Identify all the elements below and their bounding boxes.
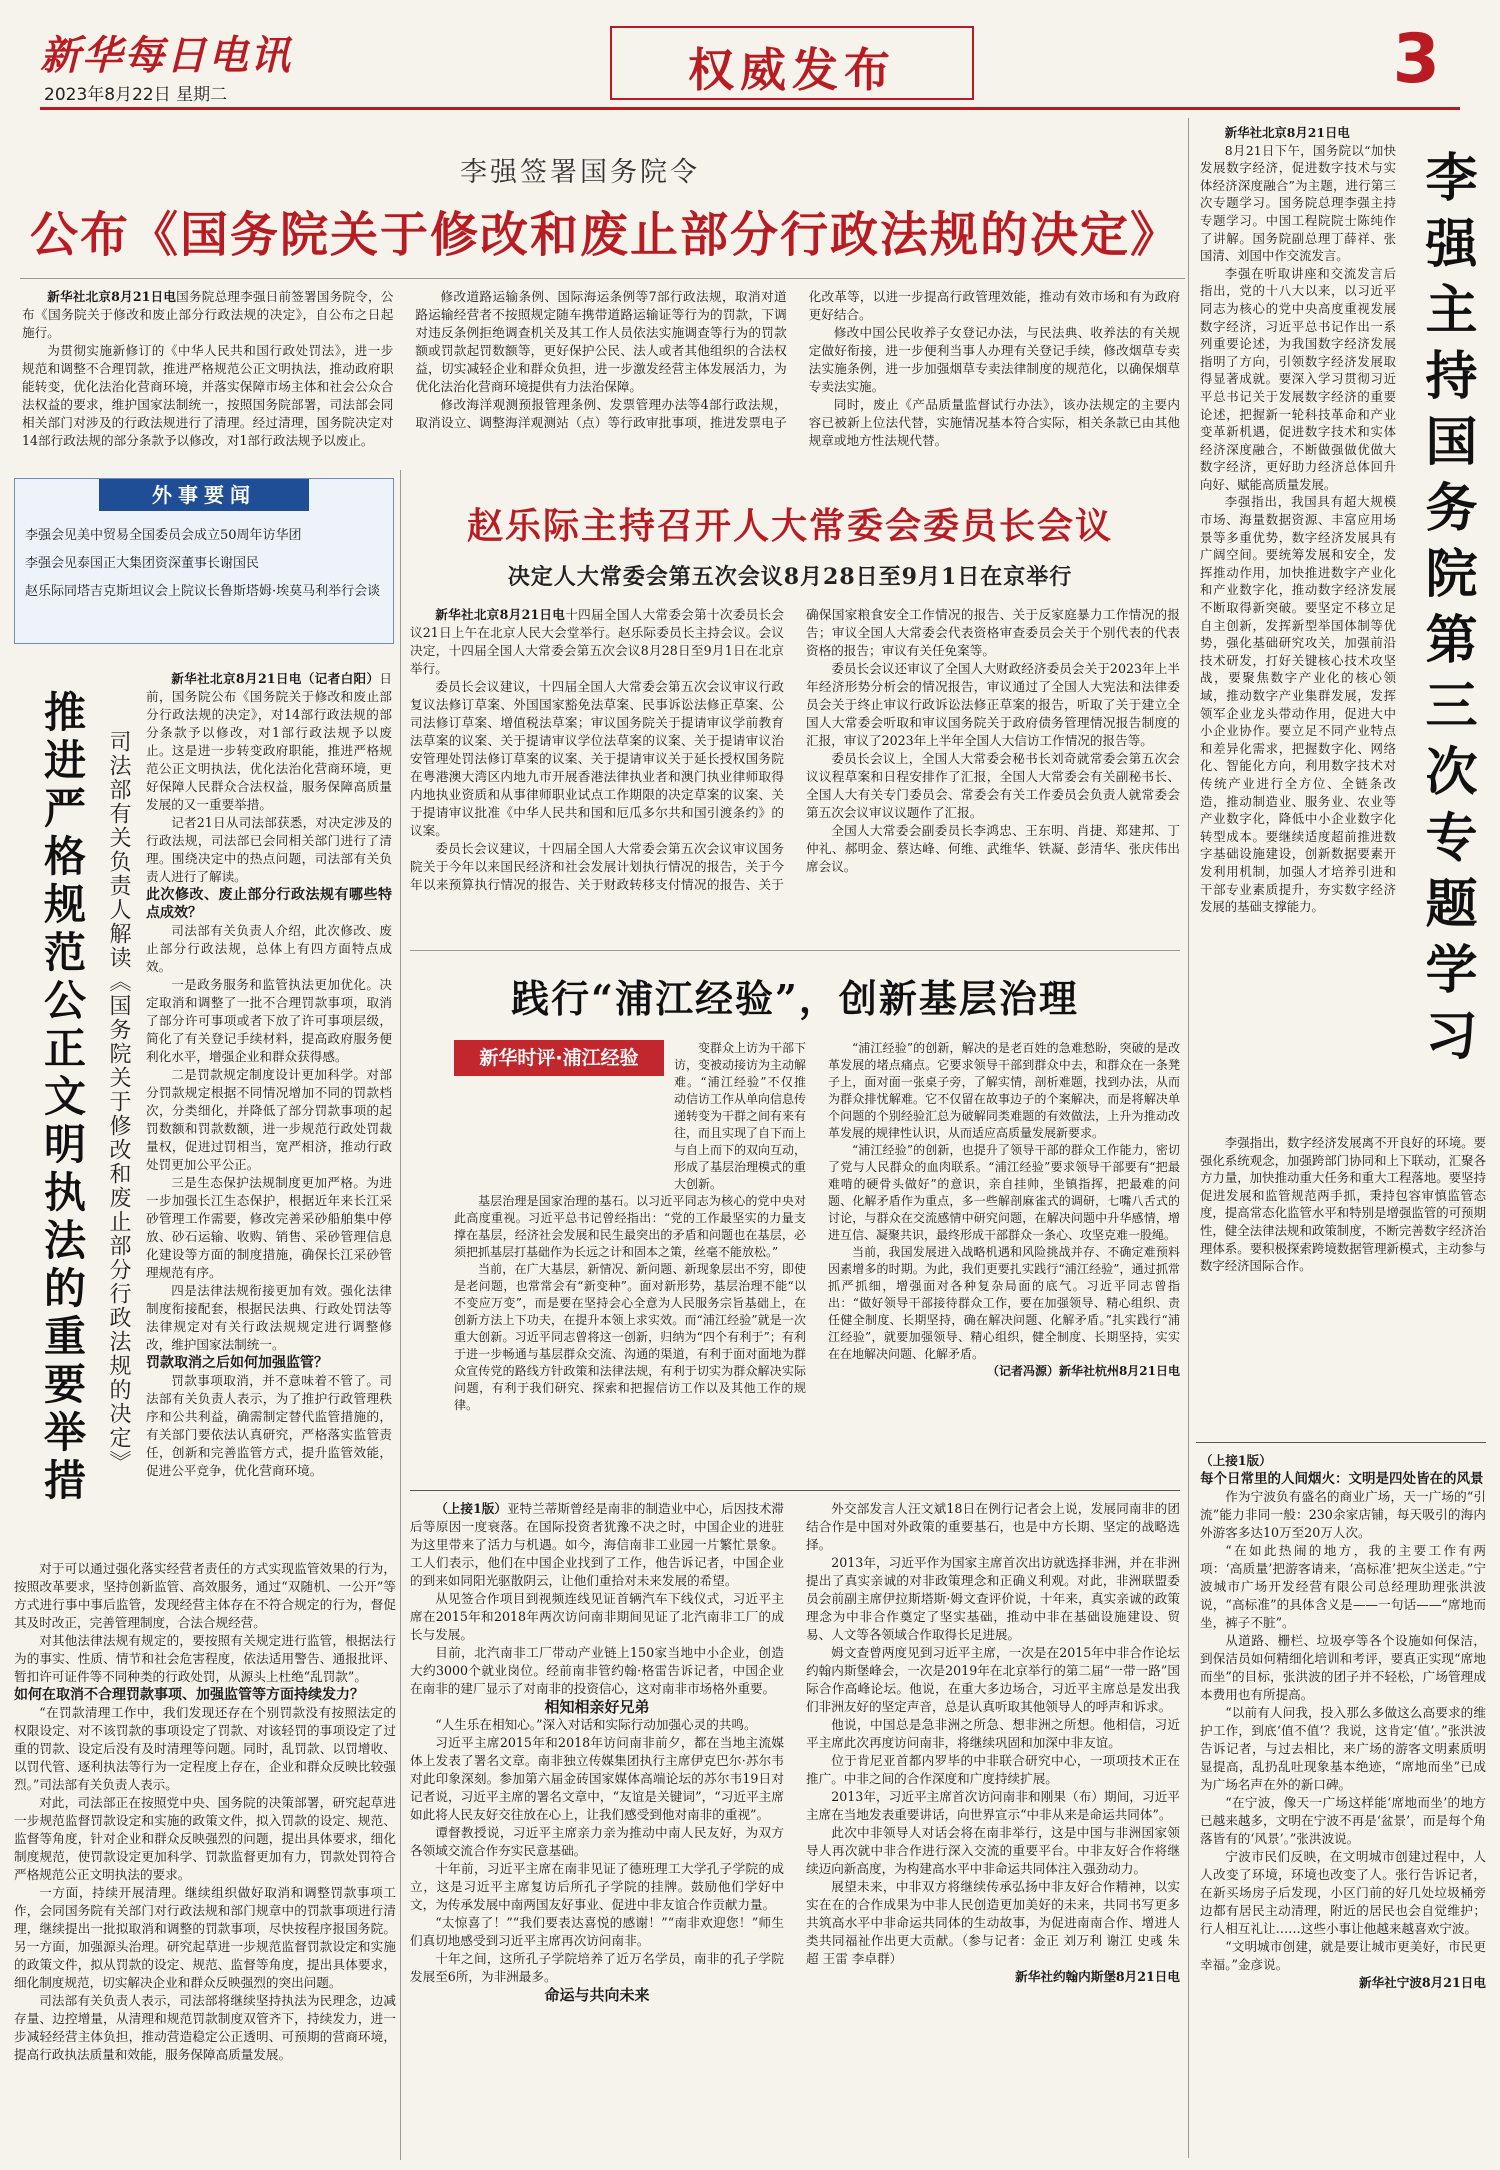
article4-paragraph: 8月21日下午，国务院以“加快发展数字经济，促进数字技术与实体经济深度融合”为主题，进行第三次专题学习。国务院总理李强主持专题学习。中国工程院院士陈纯作了讲解。国务院副总理丁薛祥、张国清、刘国中作交流发言。 [1200,142,1396,264]
masthead [40,18,1460,110]
article6-paragraph: 2013年，习近平主席首次访问南非和刚果（布）期间，习近平主席在当地发表重要讲话，向世界宣示“中非从来是命运共同体”。 [806,1789,1180,1822]
article1-paragraph: 为贯彻实施新修订的《中华人民共和国行政处罚法》，进一步规范和调整不合理罚款，推进严格规范公正文明执法，推动政府职能转变，优化法治化营商环境，并落实保障市场主体和社会公众合法权益的要求，维护国家法制统一，按照国务院部署，司法部会同相关部门对涉及的行政法规进行了清理。经过清理，国务院决定对14部行政法规的部分条款予以修改，对1部行政法规予以废止。 [22,343,394,448]
article6-section-title: 命运与共向未来 [544,1986,650,2004]
article3-paragraph: 对于可以通过强化落实经营者责任的方式实现监管效果的行为，按照改革要求，坚持创新监管、高效服务，通过“双随机、一公开”等方式进行事中事后监管，发现经营主体存在不符合规定的行为，督促其及时改正，完善管理制度，合法合规经营。 [14,1561,396,1630]
article7-paragraph: “以前有人问我，投入那么多做这么高要求的维护工作，到底‘值不值’？我说，这肯定‘值’。”张洪波告诉记者，与过去相比，来广场的游客文明素质明显提高，乱扔乱吐现象基本绝迹，“席地而坐”已成为广场名声在外的新口碑。 [1200,1705,1486,1792]
article3-question: 罚款取消之后如何加强监管？ [146,1355,328,1371]
article6-paragraph: 此次中非领导人对话会将在南非举行，这是中国与非洲国家领导人再次就中非合作进行深入交流的重要平台。中非友好合作将继续迈向新高度，为构建高水平中非命运共同体注入强劲动力。 [806,1825,1180,1876]
article2-byline: 新华社北京8月21日电 [435,607,566,622]
article3-paragraph: 司法部有关负责人介绍，此次修改、废止部分行政法规，总体上有四方面特点成效。 [146,923,392,974]
divider [1188,118,1189,2158]
list-item[interactable]: 李强会见泰国正大集团资深董事长谢国民 [25,556,260,571]
article6-paragraph: 亚特兰蒂斯曾经是南非的制造业中心，后因技术滞后等原因一度衰落。在国际投资者犹豫不决之时，中国企业的进驻为这里带来了活力与机遇。如今，海信南非工业园一片繁忙景象。工人们表示，他们在中国企业找到了工作，他告诉记者，中国企业的到来如同阳光驱散阴云，让他们重拾对未来发展的希望。 [410,1501,785,1588]
article3-paragraph: 一是政务服务和监管执法更加优化。决定取消和调整了一批不合理罚款事项，取消了部分许可事项或者下放了许可事项层级，简化了有关登记手续材料，提高政府服务便利化水平，增强企业和群众获得感。 [146,977,392,1064]
article3-vertical-title: 推进严格规范公正文明执法的重要举措 [38,690,87,1506]
article5-paragraph: “浦江经验”的创新，也提升了领导干部的群众工作能力，密切了党与人民群众的血肉联系。“浦江经验”要求领导干部要有“把最难啃的硬骨头做好”的意识，亲自挂帅，坐镇指挥，把最难的问题、化解矛盾作为重点，多一些解剖麻雀式的调研，七嘴八舌式的讨论，与群众在交流感情中研究问题，在解决问题中升华感情，增进互信、凝聚共识，最终形成干部群众一条心、攻坚克难一股绳。 [828,1143,1180,1242]
article7-byline: 新华社宁波8月21日电 [1358,1975,1486,1990]
article1-body [22,288,1180,458]
article6-paragraph: 从见签合作项目到视频连线见证首辆汽车下线仪式，习近平主席在2015年和2018年两次访问南非期间见证了北汽南非工厂的成长与发展。 [410,1591,784,1642]
divider [1196,1442,1486,1443]
article2-paragraph: 全国人大常委会副委员长李鸿忠、王东明、肖捷、郑建邦、丁仲礼、郝明金、蔡达峰、何维、武维华、铁凝、彭清华、张庆伟出席会议。 [806,823,1180,874]
article3-question: 此次修改、废止部分行政法规有哪些特点成效？ [146,887,392,921]
article1-lead: 国务院总理李强日前签署国务院令，公布《国务院关于修改和废止部分行政法规的决定》，自公布之日起施行。 [22,289,394,340]
article6-paragraph: 目前，北汽南非工厂带动产业链上150家当地中小企业，创造大约3000个就业岗位。经前南非管约翰·格雷告诉记者，中国企业在南非的建厂显示了对南非的投资信心，这对南非市场格外重要。 [410,1645,784,1696]
article1-headline: 公布《国务院关于修改和废止部分行政法规的决定》 [30,207,1180,263]
article6-byline: 新华社约翰内斯堡8月21日电 [1015,1969,1180,1984]
article5-paragraph: “浦江经验”的创新，解决的是老百姓的急难愁盼，突破的是改革发展的堵点痛点。它要求领导干部到群众中去，和群众在一条凳子上，面对面一张桌子旁，了解实情，剖析难题，找到办法，从而为群众排忧解难。它不仅留在故事边子的个案解决，而是将解决单个问题的个别经验汇总为破解同类难题的有效做法，上升为推动改革发展的规律性认识，从而适应高质量发展新要求。 [828,1041,1180,1140]
foreign-affairs-list [25,525,383,609]
divider [410,950,1180,951]
commentary-tag: 新华时评·浦江经验 [454,1040,664,1076]
list-item[interactable]: 赵乐际同塔吉克斯坦议会上院议长鲁斯塔姆·埃莫马利举行会谈 [25,584,381,599]
article4-body-bottom [1200,1134,1486,1434]
article3-question: 如何在取消不合理罚款事项、加强监管等方面持续发力？ [14,1687,364,1703]
article1-paragraph: 修改中国公民收养子女登记办法，与民法典、收养法的有关规定做好衔接，进一步便利当事人办理有关登记手续，修改烟草专卖法实施条例，进一步加强烟草专卖法律制度的规范化，以确保烟草专卖法实施。 [808,325,1180,394]
article5-paragraph: 当前，在广大基层，新情况、新问题、新现象层出不穷，即使是老问题，也常常会有“新变种”。面对新形势，基层治理不能“以不变应万变”，而是要在坚持会心全意为人民服务宗旨基础上，在创新方法上下功夫，在提升本领上求实效。而“浦江经验”就是一次重大创新。习近平同志曾将这一创新，归纳为“四个有利于”；有利于进一步畅通与基层群众交流、沟通的渠道，有利于面对面地为群众宣传党的路线方针政策和法律法规，有利于切实为群众解决实际问题，有利于我们研究、探索和把握信访工作以及其他工作的规律。 [454,1262,806,1412]
article6-body [410,1500,1180,2156]
article6-paragraph: 十年前，习近平主席在南非见证了德班理工大学孔子学院的成立，这是习近平主席复访后所孔子学院的挂牌。鼓励他们学好中文，为传承发展中南两国友好事业、促进中非友谊合作贡献力量。 [410,1861,784,1912]
article3-vertical-subtitle: 司法部有关负责人解读《国务院关于修改和废止部分行政法规的决定》 [106,730,131,1474]
issue-date: 2023年8月22日 星期二 [44,85,228,105]
article2-headline: 赵乐际主持召开人大常委会委员长会议 [466,505,1113,547]
article4-paragraph: 李强指出，我国具有超大规模市场、海量数据资源、丰富应用场景等多重优势，数字经济发展具有广阔空间。要统筹发展和安全，发挥推动作用，加快推进数字产业化和产业数字化，推动数字经济发展不断取得新突破。要坚定不移立足自主创新，发挥新型举国体制等优势，强化基础研究攻关，加强前沿技术研发，打好关键核心技术攻坚战，要聚焦数字产业化的核心领域，推动数字产业集群发展，发挥领军企业龙头带动作用，促进大中小企业协作。要立足不同产业特点和差异化需求，把握数字化、网络化、智能化方向，利用数字技术对传统产业进行全方位、全链条改造，推动制造业、服务业、农业等产业数字化，降低中小企业数字化转型成本。要继续适度超前推进数字基础设施建设，创新数据要素开发利用机制，加强人才培养引进和干部专业素质提升，夯实数字经济发展的基础支撑能力。 [1200,494,1396,915]
article7-paragraph: “在如此热闹的地方，我的主要工作有两项：‘高质量’把游客请来，‘高标准’把灰尘送走。”宁波城市广场开发经营有限公司总经理助理张洪波说，“高标准”的具体含义是——一句话——“席地而坐，裤子不脏”。 [1200,1543,1486,1630]
article7-body [1200,1452,1486,2156]
article4-byline: 新华社北京8月21日电 [1224,125,1350,140]
article7-paragraph: 宁波市民们反映，在文明城市创建过程中，人人改变了环境，环境也改变了人。张行告诉记者，在新买场房子后发现，小区门前的好几处垃圾桶旁边都有居民主动清理，附近的居民也会自觉维护；行人相互礼让……这些小事让他越来越喜欢宁波。 [1200,1849,1486,1936]
article6-paragraph: 他说，中国总是急非洲之所急、想非洲之所想。他相信，习近平主席此次再度访问南非，将继续巩固和加深中非友谊。 [806,1717,1180,1750]
article3-paragraph: 记者21日从司法部获悉，对决定涉及的行政法规，司法部已会同相关部门进行了清理。围绕决定中的热点问题，司法部有关负责人进行了解读。 [146,815,392,884]
article1-paragraph: 修改海洋观测预报管理条例、发票管理办法等4部行政法规，取消设立、调整海洋观测站（点）等行政审批事项，推进发票电子化改革等，以进一步提高行政管理效能，推动有效市场和有为政府更好结合。 [415,289,1180,430]
article1-paragraph: 同时，废止《产品质量监督试行办法》，该办法规定的主要内容已被新上位法代替，实施情况基本符合实际，相关条款已由其他规章或地方性法规代替。 [808,397,1180,448]
page-number: 3 [1392,20,1440,99]
article6-paragraph: 位于肯尼亚首都内罗毕的中非联合研究中心，一项项技术正在推广。中非之间的合作深度和广度持续扩展。 [806,1753,1180,1786]
article3-byline: 新华社北京8月21日电（记者白阳） [171,671,380,686]
article3-paragraph: 对此，司法部正在按照党中央、国务院的决策部署，研究起草进一步规范监督罚款设定和实施的政策文件，拟入罚款的设定、规范、监督等角度，针对企业和群众反映强烈的问题，提出具体要求，细化制度规范，使罚款设定更加科学、罚款监督更加有力，罚款处罚符合严格规范公正文明执法的要求。 [14,1795,396,1882]
foreign-affairs-tag: 外事要闻 [99,479,309,511]
article4-paragraph: 李强在听取讲座和交流发言后指出，党的十八大以来，以习近平同志为核心的党中央高度重视发展数字经济，习近平总书记作出一系列重要论述，为我国数字经济发展指明了方向，引领数字经济发展取得显著成就。要深入学习贯彻习近平总书记关于发展数字经济的重要论述，把握新一轮科技革命和产业变革新机遇，促进数字技术和实体经济深度融合，不断做强做优做大数字经济，更好助力经济总体回升向好、赋能高质量发展。 [1200,265,1396,492]
divider [400,470,401,2160]
divider [20,278,1185,279]
article3-paragraph: 对其他法律法规有规定的，要按照有关规定进行监管，根据法行为的事实、性质、情节和社会危害程度，依法适用警告、通报批评、暂扣许可证件等不同种类的行政处罚，从源头上杜绝“乱罚款”。 [14,1633,396,1684]
section-box [610,26,974,100]
article6-paragraph: 习近平主席2015年和2018年访问南非前夕，都在当地主流媒体上发表了署名文章。南非独立传媒集团执行主席伊克巴尔·苏尔韦对此印象深刻。参加第六届金砖国家媒体高端论坛的苏尔韦19日对记者说，习近平主席的署名文章中，“友谊是关键词”，“习近平主席如此将人民友好交往放在心上，让我们感受到他对南非的重视”。 [410,1735,784,1822]
article5-paragraph: 基层治理是国家治理的基石。以习近平同志为核心的党中央对此高度重视。习近平总书记曾经指出：“党的工作最坚实的力量支撑在基层，经济社会发展和民生最突出的矛盾和问题也在基层，必须把抓基层打基础作为长远之计和固本之策，丝毫不能放松。” [454,1194,806,1259]
article6-section-title: 相知相亲好兄弟 [544,1698,650,1716]
article6-paragraph: 谭督教授说，习近平主席亲力亲为推动中南人民友好，为双方各领域交流合作夯实民意基础。 [410,1825,784,1858]
article3-lead: 日前，国务院公布《国务院关于修改和废止部分行政法规的决定》，对14部行政法规的部分条款予以修改，对1部行政法规予以废止。这是进一步转变政府职能，推进严格规范公正文明执法，优化法治化营商环境，更好保障人民群众合法权益，服务保障高质量发展的又一重要举措。 [146,671,392,812]
article4-paragraph: 李强指出，数字经济发展离不开良好的环境。要强化系统观念，加强跨部门协同和上下联动，汇聚各方力量，加快推动重大任务和重大工程落地。要坚持促进发展和监管规范两手抓，秉持包容审慎监管态度，提高常态化监管水平和特别是增强监管的可预期性，健全法律法规和政策制度，不断完善数字经济治理体系。要积极探索跨境数据管理新模式，主动参与数字经济国际合作。 [1200,1135,1486,1274]
article5-headline: 践行“浦江经验”，创新基层治理 [511,976,1079,1021]
article3-paragraph: 罚款事项取消，并不意味着不管了。司法部有关负责人表示，为了推护行政管理秩序和公共利益，确需制定替代监管措施的，有关部门要依法认真研究，严格落实监管责任，创新和完善监管方式，提升监管效能，促进公平竞争，优化营商环境。 [146,1373,392,1478]
article1-byline: 新华社北京8月21日电 [47,289,177,304]
article2-paragraph: 委员长会议上，全国人大常委会秘书长刘奇就常委会第五次会议议程草案和日程安排作了汇报，全国人大常委会有关副秘书长、全国人大有关专门委员会、常委会有关工作委员会负责人就常委会第五次会议审议议题作了汇报。 [806,751,1180,820]
article1-kicker: 李强签署国务院令 [460,157,700,188]
article5-paragraph: 变群众上访为干部下访，变被动接访为主动解难。“浦江经验”不仅推动信访工作从单向信息传递转变为干群之间有来有往，而且实现了自下而上与自上而下的双向互动，形成了基层治理模式的重大创新。 [674,1041,807,1191]
article4-vertical-title: 李强主持国务院第三次专题学习 [1416,150,1477,1074]
article3-paragraph: 四是法律法规衔接更加有效。强化法律制度衔接配套，根据民法典、行政处罚法等法律规定对有关行政法规规定进行调整修改，维护国家法制统一。 [146,1283,392,1352]
article3-body-bottom [14,1560,396,2156]
article3-body-top [146,670,392,1550]
article3-paragraph: 一方面，持续开展清理。继续组织做好取消和调整罚款事项工作，会同国务院有关部门对行政法规和部门规章中的罚款事项进行清理，继续提出一批拟取消和调整的罚款事项，尽快按程序报国务院。另一方面，加强源头治理。研究起草进一步规范监督罚款设定和实施的政策文件，拟从罚款的设定、规范、监督等角度，提出具体要求，细化制度规范，切实解决企业和群众反映强烈的突出问题。 [14,1885,396,1990]
article3-paragraph: 司法部有关负责人表示，司法部将继续坚持执法为民理念，边减存量、边控增量，从清理和规范罚款制度双管齐下，持续发力，进一步减轻经营主体负担，推动营造稳定公正透明、可预期的营商环境，提高行政执法质量和效能，服务保障高质量发展。 [14,1993,396,2062]
article5-paragraph: 当前，我国发展进入战略机遇和风险挑战并存、不确定难预料因素增多的时期。为此，我们更要扎实践行“浦江经验”，通过抓常抓严抓细，增强面对各种复杂局面的底气。习近平同志曾指出：“做好领导干部接待群众工作，要在加强领导、精心组织、责任健全制度、长期坚持，确在解决问题、化解矛盾。”扎实践行“浦江经验”，就要加强领导、精心组织，健全制度、长期坚持，实实在在地解决问题、化解矛盾。 [828,1245,1180,1361]
article3-paragraph: “在罚款清理工作中，我们发现还存在个别罚款没有按照法定的权限设定、对不该罚款的事项设定了罚款、对该轻罚的事项设定了过重的罚款、设定后没有及时清理等问题。同时，乱罚款、以罚增收、以罚代管、逐利执法等行为一定程度上存在，企业和群众反映比较强烈。”司法部有关负责人表示。 [14,1705,396,1792]
article7-paragraph: “文明城市创建，就是要让城市更美好，市民更幸福。”金彦说。 [1200,1939,1486,1972]
article7-paragraph: “在宁波，像天一广场这样能‘席地而坐’的地方已越来越多，文明在宁波不再是‘盆景’，而是每个角落皆有的‘风景’。”张洪波说。 [1200,1795,1486,1846]
article3-paragraph: 二是罚款规定制度设计更加科学。对部分罚款规定根据不同情况增加不同的罚款档次，分类细化，并降低了部分罚款事项的起罚数额和罚款数额，进一步规范行政处罚裁量权，促进过罚相当，宽严相济，推动行政处罚更加公平公正。 [146,1067,392,1172]
article6-paragraph: 姆文查曾两度见到习近平主席，一次是在2015年中非合作论坛约翰内斯堡峰会，一次是2019年在北京举行的第二届“一带一路”国际合作高峰论坛。他说，在重大多边场合，习近平主席总是发出我们非洲友好的坚定声音，总是认真听取其他领导人的呼声和诉求。 [806,1645,1180,1714]
article6-paragraph: 展望未来，中非双方将继续传承弘扬中非友好合作精神，以实实在在的合作成果为中非人民创造更加美好的未来，共同书写更多共筑高水平中非命运共同体的生动故事，为促进南南合作、增进人类共同福祉作出更大贡献。（参与记者：金正 刘万利 谢江 史彧 朱超 王雷 李卓群） [806,1879,1180,1966]
article5-byline: （记者冯源）新华社杭州8月21日电 [986,1364,1180,1378]
article1-paragraph: 修改道路运输条例、国际海运条例等7部行政法规，取消对道路运输经营者不按照规定随车携带道路运输证等行为的罚款，下调对违反条例拒绝调查机关及其工作人员依法实施调查等行为的罚款额或罚款起罚数额等，更好保护公民、法人或者其他组织的合法权益，切实减轻企业和群众负担，进一步激发经营主体发展活力，为优化法治化营商环境提供有力法治保障。 [415,289,787,394]
article6-paragraph: “太惊喜了！”“我们要表达喜悦的感谢！”“南非欢迎您！”师生们真切地感受到习近平主席再次访问南非。 [410,1915,784,1948]
list-item[interactable]: 李强会见美中贸易全国委员会成立50周年访华团 [25,528,302,543]
article2-paragraph: 委员长会议建议，十四届全国人大常委会第五次会议审议行政复议法修订草案、外国国家豁免法草案、民事诉讼法修正草案、公司法修订草案、增值税法草案；审议国务院关于提请审议学前教育法草案的议案、关于提请审议学位法草案的议案、关于提请审议治安管理处罚法修订草案的议案、关于提请审议关于延长授权国务院在粤港澳大湾区内地九市开展香港法律执业者和澳门执业律师取得内地执业资质和从事律师职业试点工作期限的决定草案的议案、关于提请审议批准《中华人民共和国和厄瓜多尔共和国引渡条约》的议案。 [410,679,784,838]
article6-paragraph: 外交部发言人汪文斌18日在例行记者会上说，发展同南非的团结合作是中国对外政策的重要基石，也是中方长期、坚定的战略选择。 [806,1501,1180,1552]
article7-title: 每个日常里的人间烟火：文明是四处皆在的风景 [1200,1471,1484,1487]
article7-paragraph: 从道路、栅栏、垃圾亭等各个设施如何保洁，到保洁员如何精细化培训和考评，要真正实现“席地而坐”的目标，张洪波的团子并不轻松，广场管理成本费用也有所提高。 [1200,1633,1486,1702]
newspaper-logo: 新华每日电讯 [40,32,292,79]
article6-continued-label: （上接1版） [435,1501,507,1516]
article2-body [410,606,1180,938]
article3-paragraph: 三是生态保护法规制度更加严格。为进一步加强长江生态保护，根据近年来长江采砂管理工作需要，修改完善采砂船舶集中停放、砂石运输、收购、销售、采砂管理信息化建设等方面的制度措施，确保长江采砂管理规范有序。 [146,1175,392,1280]
article2-paragraph: 委员长会议建议，十四届全国人大常委会第五次会议审议国务院关于今年以来国民经济和社会发展计划执行情况的报告，关于今年以来预算执行情况的报告、关于财政转移支付情况的报告、关于确保国家粮食安全工作情况的报告、关于反家庭暴力工作情况的报告；审议全国人大常委会代表资格审查委员会关于个别代表的代表资格的报告；审议有关任免案等。 [410,607,1180,892]
article6-paragraph: 2013年，习近平作为国家主席首次出访就选择非洲，并在非洲提出了真实亲诚的对非政策理念和正确义利观。对此，非洲联盟委员会前副主席伊拉斯塔斯·姆文查评价说，十年来，真实亲诚的政策理念为中非合作奠定了坚实基础，推动中非在基础设施建设、贸易、人文等各领域合作取得长足进展。 [806,1555,1180,1642]
article2-paragraph: 委员长会议还审议了全国人大财政经济委员会关于2023年上半年经济形势分析会的情况报告，审议通过了全国人大宪法和法律委员会关于终止审议行政诉讼法修正草案的报告，听取了关于建立全国人大常委会听取和审议国务院关于政府债务管理情况报告制度的汇报，审议了2023年上半年全国人大信访工作情况的报告等。 [806,661,1180,748]
article6-paragraph: “人生乐在相知心。”深入对话和实际行动加强心灵的共鸣。 [435,1717,757,1732]
article7-paragraph: 作为宁波负有盛名的商业广场，天一广场的“引流”能力非同一般：230余家店铺，每天吸引的海内外游客多达10万至20万人次。 [1200,1489,1486,1540]
article5-body [454,1040,1180,1482]
section-title: 权威发布 [688,43,896,97]
article2-subhead: 决定人大常委会第五次会议8月28日至9月1日在京举行 [507,564,1073,590]
divider [410,1490,1180,1491]
foreign-affairs-box [14,478,394,644]
article2-paragraph: 十四届全国人大常委会第十次委员长会议21日上午在北京人民大会堂举行。赵乐际委员长主持会议。会议决定，十四届全国人大常委会第五次会议8月28日至9月1日在北京举行。 [410,607,785,676]
article7-continued-label: （上接1版） [1200,1453,1272,1468]
article6-paragraph: 十年之间，这所孔子学院培养了近万名学员，南非的孔子学院发展至6所，为非洲最多。 [410,1951,784,1984]
